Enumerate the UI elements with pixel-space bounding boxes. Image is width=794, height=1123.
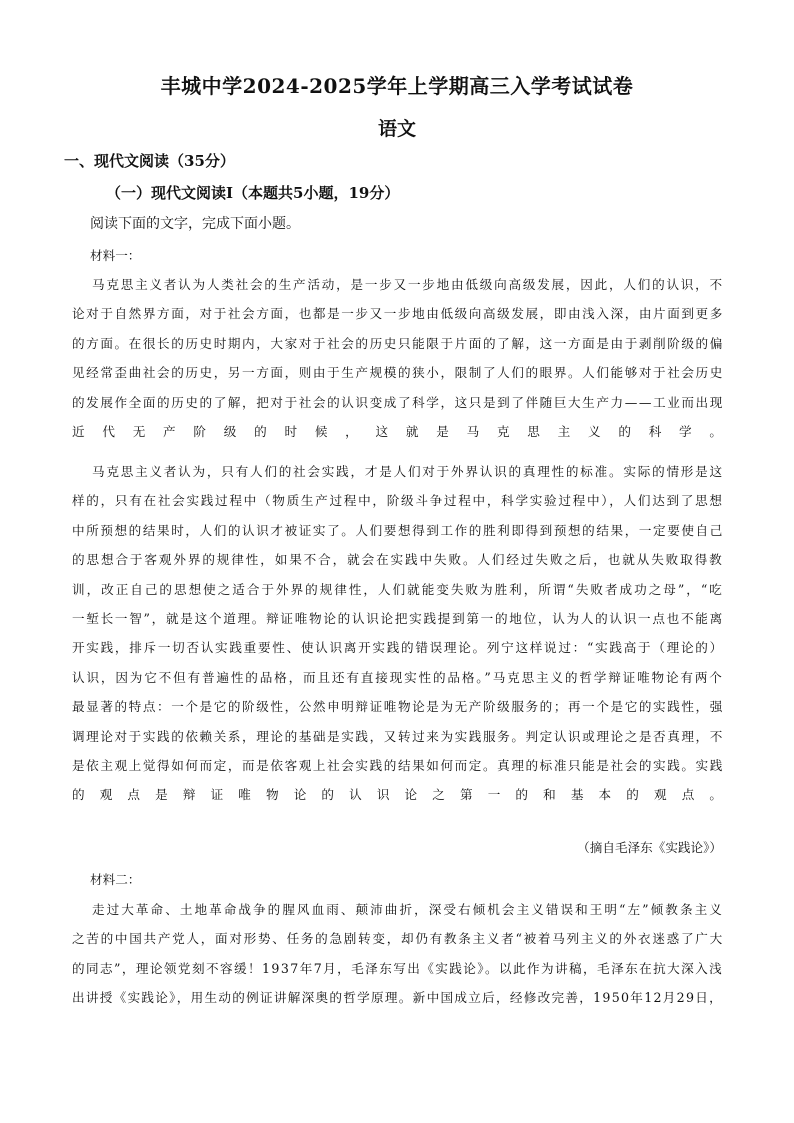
text-line: 最显著的特点：一个是它的阶级性，公然申明辩证唯物论是为无产阶级服务的；再一个是它的实践性，强 [72, 699, 724, 715]
material2-label: 材料二： [90, 872, 141, 887]
section-heading: 一、现代文阅读（35分） [64, 152, 235, 170]
text-line: 的思想合于客观外界的规律性，如果不合，就会在实践中失败。人们经过失败之后，也就从失败取得教 [72, 552, 724, 568]
material1-paragraph-1 [72, 270, 722, 446]
material2-paragraph-1 [72, 895, 722, 1013]
text-line: 训，改正自己的思想使之适合于外界的规律性，人们就能变失败为胜利，所谓“失败者成功之母”，“吃 [72, 581, 724, 597]
material1-label: 材料一： [90, 248, 141, 263]
instruction-text: 阅读下面的文字，完成下面小题。 [90, 216, 300, 232]
text-line: 出讲授《实践论》，用生动的例证讲解深奥的哲学原理。新中国成立后，经修改完善，1950年12月29日， [72, 990, 724, 1006]
text-line: 之苦的中国共产党人，面对形势、任务的急剧转变，却仍有教条主义者“被着马列主义的外衣迷惑了广大 [72, 931, 724, 947]
text-line: 是依主观上觉得如何而定，而是依客观上社会实践的结果如何而定。真理的标准只能是社会的实践。实践 [72, 758, 724, 774]
text-line: 调理论对于实践的依赖关系，理论的基础是实践，又转过来为实践服务。判定认识或理论之是否真理，不 [72, 728, 724, 744]
subject-title: 语文 [377, 118, 416, 140]
text-line: 走过大革命、土地革命战争的腥风血雨、颠沛曲折，深受右倾机会主义错误和王明“左”倾教条主义 [92, 902, 724, 917]
text-line: 近代无产阶级的时候，这就是马克思主义的科学。 [72, 424, 722, 440]
text-line: 马克思主义者认为，只有人们的社会实践，才是人们对于外界认识的真理性的标准。实际的情形是这 [92, 464, 724, 479]
sub-section-heading: （一）现代文阅读Ⅰ（本题共5小题，19分） [106, 184, 400, 202]
text-line: 中所预想的结果时，人们的认识才被证实了。人们要想得到工作的胜利即得到预想的结果，一定要使自己 [72, 522, 724, 538]
text-line: 的方面。在很长的历史时期内，大家对于社会的历史只能限于片面的了解，这一方面是由于剥削阶级的偏 [72, 335, 724, 351]
text-line: 一堑长一智”，就是这个道理。辩证唯物论的认识论把实践提到第一的地位，认为人的认识一点也不能离 [72, 611, 724, 627]
text-line: 论对于自然界方面，对于社会方面，也都是一步又一步地由低级向高级发展，即由浅入深，由片面到更多 [72, 306, 724, 322]
material1-source: （摘自毛泽东《实践论》） [577, 840, 722, 855]
text-line: 的发展作全面的历史的了解，把对于社会的认识变成了科学，这只是到了伴随巨大生产力——工业而出现 [72, 394, 724, 410]
text-line: 的观点是辩证唯物论的认识论之第一的和基本的观点。 [72, 787, 722, 803]
exam-title: 丰城中学2024-2025学年上学期高三入学考试试卷 [160, 74, 634, 98]
text-line: 样的，只有在社会实践过程中（物质生产过程中，阶级斗争过程中，科学实验过程中），人们达到了思想 [72, 493, 724, 509]
text-line: 马克思主义者认为人类社会的生产活动，是一步又一步地由低级向高级发展，因此，人们的认识，不 [92, 277, 724, 292]
text-line: 开实践，排斥一切否认实践重要性、使认识离开实践的错误理论。列宁这样说过：“实践高于（理论的） [72, 640, 724, 656]
text-line: 认识，因为它不但有普遍性的品格，而且还有直接现实性的品格。”马克思主义的哲学辩证唯物论有两个 [72, 669, 724, 685]
text-line: 的同志”，理论领党刻不容缓！1937年7月，毛泽东写出《实践论》。以此作为讲稿，毛泽东在抗大深入浅 [72, 960, 724, 976]
material1-paragraph-2 [72, 457, 722, 810]
text-line: 见经常歪曲社会的历史，另一方面，则由于生产规模的狭小，限制了人们的眼界。人们能够对于社会历史 [72, 365, 724, 381]
